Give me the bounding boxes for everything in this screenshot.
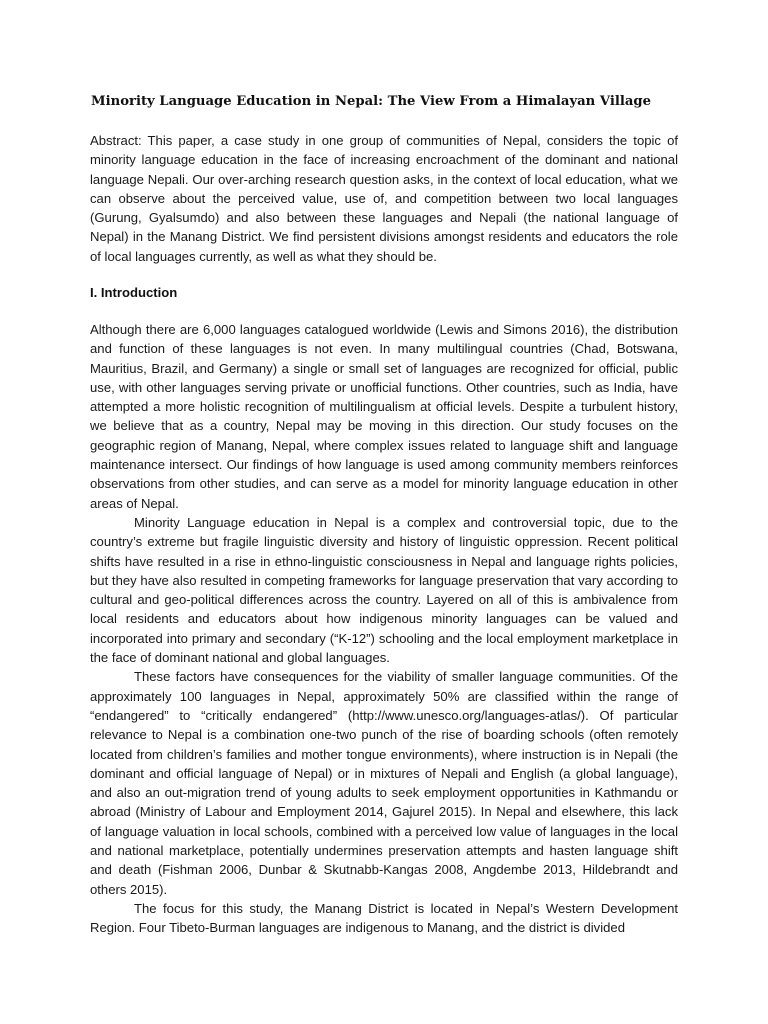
abstract-block: [90, 131, 678, 266]
abstract-paragraph: Abstract: This paper, a case study in one group of communities of Nepal, considers the topic of minority language education in the face of increasing encroachment of the dominant and national language Nepali. Our over-arching research question asks, in the context of local education, what we can observe about the perceived value, use of, and competition between two local languages (Gurung, Gyalsumdo) and also between these languages and Nepali (the national language of Nepal) in the Manang District. We find persistent divisions amongst residents and educators the role of local languages currently, as well as what they should be.: [90, 133, 678, 264]
body-paragraph: Minority Language education in Nepal is a complex and controversial topic, due to the country’s extreme but fragile linguistic diversity and history of linguistic oppression. Recent political shifts have resulted in a rise in ethno-linguistic consciousness in Nepal and language rights policies, but they have also resulted in competing frameworks for language preservation that vary according to cultural and geo-political differences across the country. Layered on all of this is ambivalence from local residents and educators about how indigenous minority languages can be valued and incorporated into primary and secondary (“K-12”) schooling and the local employment marketplace in the face of dominant national and global languages.: [90, 514, 678, 666]
paper-title: Minority Language Education in Nepal: The View From a Himalayan Village: [91, 94, 652, 109]
introduction-body: [90, 320, 678, 938]
body-paragraph: Although there are 6,000 languages catalogued worldwide (Lewis and Simons 2016), the distribution and function of these languages is not even. In many multilingual countries (Chad, Botswana, Mauritius, Brazil, and Germany) a single or small set of languages are recognized for official, public use, with other languages serving private or unofficial functions. Other countries, such as India, have attempted a more holistic recognition of multilingualism at official levels. Despite a turbulent history, we believe that as a country, Nepal may be moving in this direction. Our study focuses on the geographic region of Manang, Nepal, where complex issues related to language shift and language maintenance intersect. Our findings of how language is used among community members reinforces observations from other studies, and can serve as a model for minority language education in other areas of Nepal.: [90, 322, 678, 511]
body-paragraph: These factors have consequences for the viability of smaller language communities. Of the approximately 100 languages in Nepal, approximately 50% are classified within the range of “endangered” to “critically endangered” (http://www.unesco.org/languages-atlas/). Of particular relevance to Nepal is a combination one-two punch of the rise of boarding schools (often remotely located from children’s families and mother tongue environments), where instruction is in Nepali (the dominant and official language of Nepal) or in mixtures of Nepali and English (a global language), and also an out-migration trend of young adults to seek employment opportunities in Kathmandu or abroad (Ministry of Labour and Employment 2014, Gajurel 2015). In Nepal and elsewhere, this lack of language valuation in local schools, combined with a perceived low value of languages in the local and national marketplace, potentially undermines preservation attempts and hasten language shift and death (Fishman 2006, Dunbar & Skutnabb-Kangas 2008, Angdembe 2013, Hildebrandt and others 2015).: [90, 669, 678, 897]
section-heading-introduction: I. Introduction: [90, 285, 178, 300]
body-paragraph: The focus for this study, the Manang District is located in Nepal’s Western Development Region. Four Tibeto-Burman languages are indigenous to Manang, and the district is divided: [90, 900, 678, 936]
